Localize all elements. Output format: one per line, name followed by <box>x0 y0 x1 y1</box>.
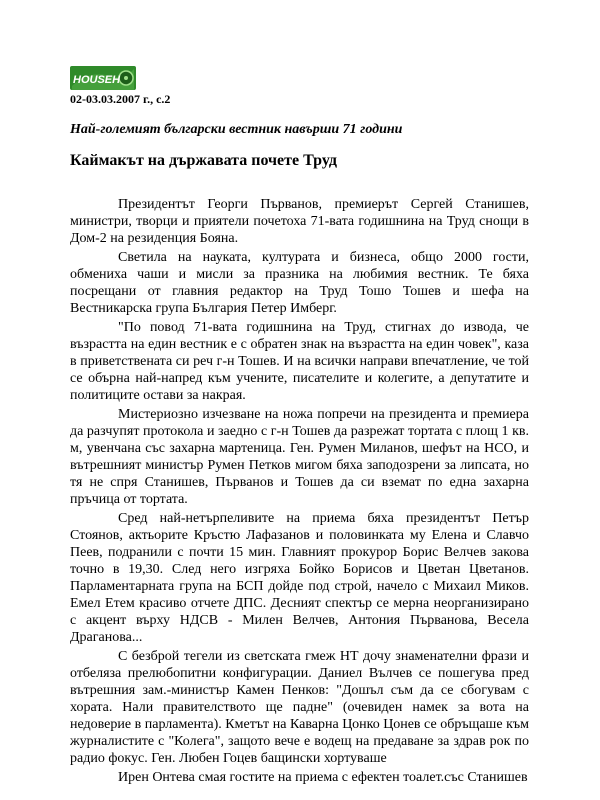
article-paragraph: Светила на науката, културата и бизнеса, общо 2000 гости, обмениха чаши и мисли за празника на любимия вестник. Те бяха посрещани от главния редактор на Труд Тошо Тошев и шефа на Вестникарска група България Петер Имберг. <box>70 250 529 316</box>
article-paragraph: Ирен Онтева смая гостите на приема с ефектен тоалет.със Станишев <box>118 770 528 785</box>
article-paragraph: С безброй тегели из светската гмеж НТ дочу знаменателни фрази и отбеляза прелюбопитни конфигурации. Даниел Вълчев се пошегува пред вътрешния зам.-министър Камен Пенков: "Дошъл съм да се сбогувам с хората. Нали правителството ще падне" (очевиден намек за вота на недоверие в парламента). Кметът на Каварна Цонко Цонев се обръщаше към журналистите с "Колега", защото вече е водещ на предаване за здрав рок по радио фокус. Ген. Любен Гоцев бащински хортуваше <box>70 649 529 766</box>
article-body <box>70 196 529 788</box>
date-line: 02-03.03.2007 г., с.2 <box>70 92 171 106</box>
newspaper-logo <box>70 66 136 90</box>
article-paragraph: Президентът Георги Първанов, премиерът Сергей Станишев, министри, творци и приятели почетоха 71-вата годишнина на Труд снощи в Дом-2 на резиденция Бояна. <box>70 197 529 246</box>
article-paragraph: "По повод 71-вата годишнина на Труд, стигнах до извода, че възрастта на един вестник е с обратен знак на възрастта на един човек", каза в приветствената си реч г-н Тошев. И на всички направи впечатление, че той се обърна най-напред към учените, писателите и колегите, а депутатите и политиците остави за накрая. <box>70 320 529 403</box>
logo-text: HOUSEH <box>73 74 121 86</box>
article-subtitle: Най-големият български вестник навърши 71 години <box>70 122 403 137</box>
article-headline: Каймакът на държавата почете Труд <box>70 152 337 169</box>
article-paragraph: Мистериозно изчезване на ножа попречи на президента и премиера да разчупят протокола и заедно с г-н Тошев да разрежат тортата с площ 1 кв. м, увенчана със захарна мартеница. Ген. Румен Миланов, шефът на НСО, и вътрешният министър Румен Петков мигом бяха заподозрени за липсата, но тя не спря Станишев, Първанов и Тошев да си вземат по една захарна пръчица от тортата. <box>70 407 529 507</box>
article-paragraph: Сред най-нетърпеливите на приема бяха президентът Петър Стоянов, актьорите Кръстю Лафазанов и половинката му Елена и Славчо Пеев, подранили с почти 15 мин. Главният прокурор Борис Велчев закова точно в 19,30. След него изгряха Бойко Борисов и Цветан Цветанов. Парламентарната група на БСП дойде под строй, начело с Михаил Миков. Емел Етем красиво отчете ДПС. Десният спектър се мерна неорганизирано с акцент върху НДСВ - Милен Велчев, Антония Първанова, Весела Драганова... <box>70 511 529 645</box>
logo-icon <box>70 66 136 90</box>
